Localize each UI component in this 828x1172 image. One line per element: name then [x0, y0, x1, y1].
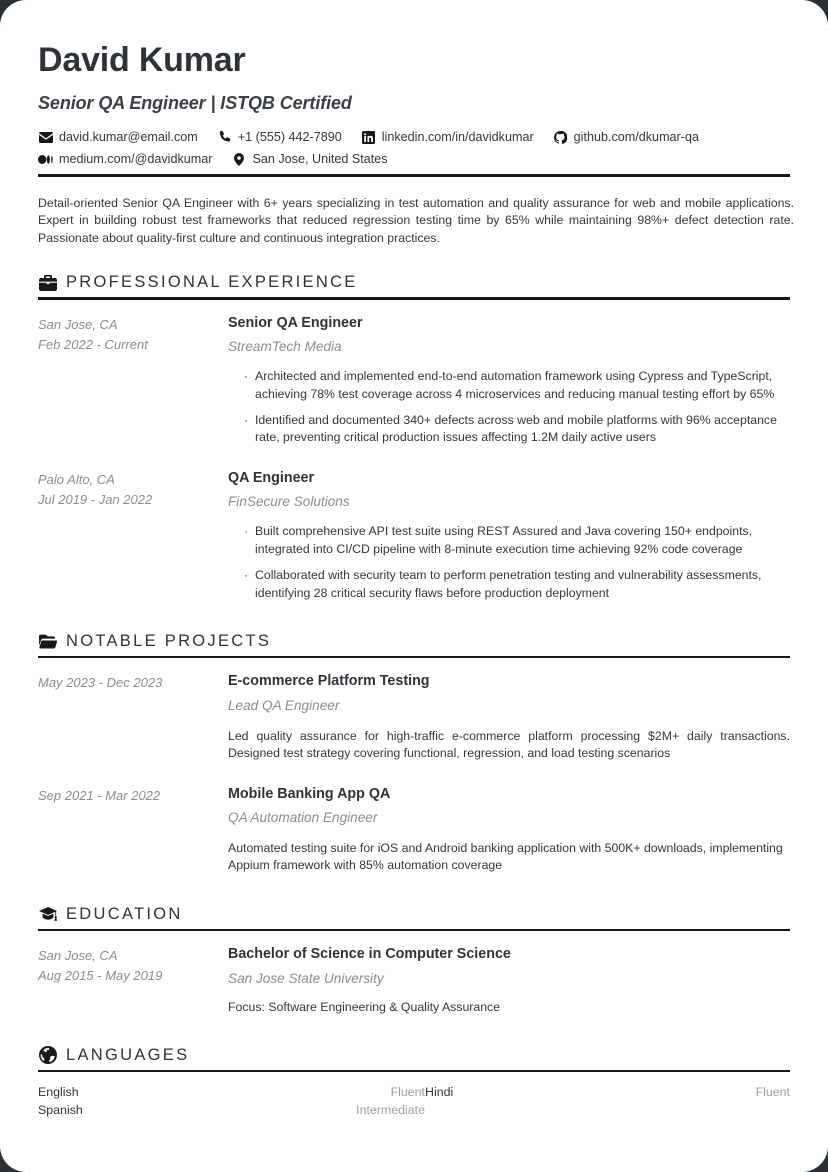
experience-entry-body	[228, 314, 790, 447]
experience-entry-meta	[38, 469, 228, 510]
language-item	[425, 1085, 790, 1099]
contact-phone[interactable]	[217, 130, 342, 144]
project-title: E-commerce Platform Testing	[228, 673, 430, 690]
bullet-dot-icon: ·	[244, 568, 249, 583]
project-title: Mobile Banking App QA	[228, 785, 391, 802]
resume-header	[38, 40, 790, 177]
bullet-dot-icon: ·	[244, 369, 249, 384]
section-divider-education	[38, 929, 790, 932]
globe-icon	[38, 1046, 57, 1065]
education-location: San Jose, CA	[38, 948, 118, 964]
language-name: Spanish	[38, 1103, 83, 1118]
medium-icon	[38, 152, 53, 166]
section-divider-experience	[38, 297, 790, 300]
folder-icon	[38, 632, 57, 651]
contact-medium-text: medium.com/@davidkumar	[59, 152, 213, 167]
section-projects	[38, 632, 790, 875]
language-item	[38, 1103, 425, 1117]
experience-bullet	[228, 368, 790, 403]
contact-phone-text: +1 (555) 442-7890	[237, 130, 342, 145]
contact-github-text: github.com/dkumar-qa	[573, 130, 699, 145]
section-education	[38, 905, 790, 1016]
project-role: QA Automation Engineer	[228, 810, 378, 826]
experience-entry	[38, 314, 790, 447]
section-divider-projects	[38, 656, 790, 659]
section-languages	[38, 1046, 790, 1118]
education-entry-meta	[38, 945, 228, 986]
section-header-projects	[38, 632, 790, 656]
project-role: Lead QA Engineer	[228, 698, 340, 714]
education-note: Focus: Software Engineering & Quality Assurance	[228, 999, 501, 1014]
project-entry-body	[228, 785, 790, 875]
section-title-languages: LANGUAGES	[66, 1045, 190, 1064]
experience-bullet-text: Architected and implemented end-to-end automation framework using Cypress and TypeScript, achieving 78% test coverage across 4 microservices and reducing manual testing effort by 65%	[255, 369, 775, 401]
section-header-languages	[38, 1046, 790, 1070]
experience-bullet-text: Collaborated with security team to perform penetration testing and vulnerability assessments, identifying 28 critical security flaws before production deployment	[255, 568, 762, 600]
experience-entry	[38, 469, 790, 602]
project-dates: May 2023 - Dec 2023	[38, 675, 163, 691]
experience-bullet	[228, 523, 790, 558]
experience-bullets	[228, 523, 790, 602]
contact-email-text: david.kumar@email.com	[59, 130, 198, 145]
project-entry-meta	[38, 785, 228, 806]
section-title-education: EDUCATION	[66, 904, 183, 923]
section-divider-languages	[38, 1070, 790, 1073]
education-degree: Bachelor of Science in Computer Science	[228, 946, 511, 963]
experience-company: StreamTech Media	[228, 339, 342, 355]
language-level: Fluent	[390, 1085, 425, 1100]
experience-company: FinSecure Solutions	[228, 494, 350, 510]
project-entry-body	[228, 672, 790, 762]
experience-role: QA Engineer	[228, 469, 315, 486]
contact-email[interactable]	[38, 130, 198, 144]
contact-list	[38, 130, 790, 166]
phone-icon	[217, 130, 232, 144]
experience-location: Palo Alto, CA	[38, 471, 115, 487]
experience-dates: Jul 2019 - Jan 2022	[38, 492, 153, 508]
briefcase-icon	[38, 273, 57, 292]
contact-linkedin[interactable]	[361, 130, 534, 144]
candidate-headline: Senior QA Engineer | ISTQB Certified	[38, 93, 352, 114]
section-header-education	[38, 905, 790, 929]
language-level: Intermediate	[356, 1103, 425, 1118]
section-title-experience: PROFESSIONAL EXPERIENCE	[66, 273, 358, 292]
experience-bullet	[228, 567, 790, 602]
professional-summary: Detail-oriented Senior QA Engineer with 6+ years specializing in test automation and quality assurance for web and mobile applications. Expert in building robust test frameworks that reduced regression testing time by 65% while maintaining 98%+ defect detection rate. Passionate about quality-first culture and continuous integration practices.	[38, 195, 794, 245]
experience-bullet-text: Identified and documented 340+ defects across web and mobile platforms with 96% acceptance rate, preventing critical production issues affecting 1.2M daily active users	[255, 413, 777, 445]
project-entry	[38, 785, 790, 875]
candidate-name: David Kumar	[38, 41, 246, 79]
contact-location-text: San Jose, United States	[252, 152, 388, 167]
bullet-dot-icon: ·	[244, 524, 249, 539]
education-entry-body	[228, 945, 790, 1016]
section-experience	[38, 273, 790, 602]
section-header-experience	[38, 273, 790, 297]
location-pin-icon	[231, 152, 246, 166]
experience-entry-body	[228, 469, 790, 602]
contact-github[interactable]	[553, 130, 699, 144]
education-entry	[38, 945, 790, 1016]
education-school: San Jose State University	[228, 970, 384, 986]
experience-entry-meta	[38, 314, 228, 355]
email-icon	[38, 130, 53, 144]
contact-row-2	[38, 152, 790, 166]
language-name: English	[38, 1085, 79, 1100]
language-item	[38, 1085, 425, 1099]
experience-dates: Feb 2022 - Current	[38, 336, 148, 352]
project-dates: Sep 2021 - Mar 2022	[38, 787, 161, 803]
graduation-cap-icon	[38, 905, 57, 924]
github-icon	[553, 130, 568, 144]
project-entry-meta	[38, 672, 228, 693]
contact-location[interactable]	[231, 152, 387, 166]
experience-role: Senior QA Engineer	[228, 314, 363, 331]
experience-bullets	[228, 368, 790, 447]
language-level: Fluent	[755, 1085, 790, 1100]
contact-linkedin-text: linkedin.com/in/davidkumar	[381, 130, 534, 145]
experience-bullet-text: Built comprehensive API test suite using REST Assured and Java covering 150+ endpoints, integrated into CI/CD pipeline with 8-minute execution time achieving 92% code coverage	[255, 524, 753, 556]
experience-location: San Jose, CA	[38, 316, 118, 332]
linkedin-icon	[361, 130, 376, 144]
bullet-dot-icon: ·	[244, 413, 249, 427]
language-name: Hindi	[425, 1085, 454, 1100]
languages-grid	[38, 1085, 790, 1117]
contact-row-1	[38, 130, 790, 144]
education-dates: Aug 2015 - May 2019	[38, 968, 163, 984]
project-description: Led quality assurance for high-traffic e-commerce platform processing $2M+ daily transactions. Designed test strategy covering functional, regression, and load testing scenarios	[228, 728, 790, 761]
contact-medium[interactable]	[38, 152, 212, 166]
project-description: Automated testing suite for iOS and Android banking application with 500K+ downloads, implementing Appium framework with 85% automation coverage	[228, 840, 783, 873]
project-entry	[38, 672, 790, 762]
experience-bullet	[228, 412, 790, 447]
header-divider	[38, 174, 790, 177]
section-title-projects: NOTABLE PROJECTS	[66, 631, 272, 650]
